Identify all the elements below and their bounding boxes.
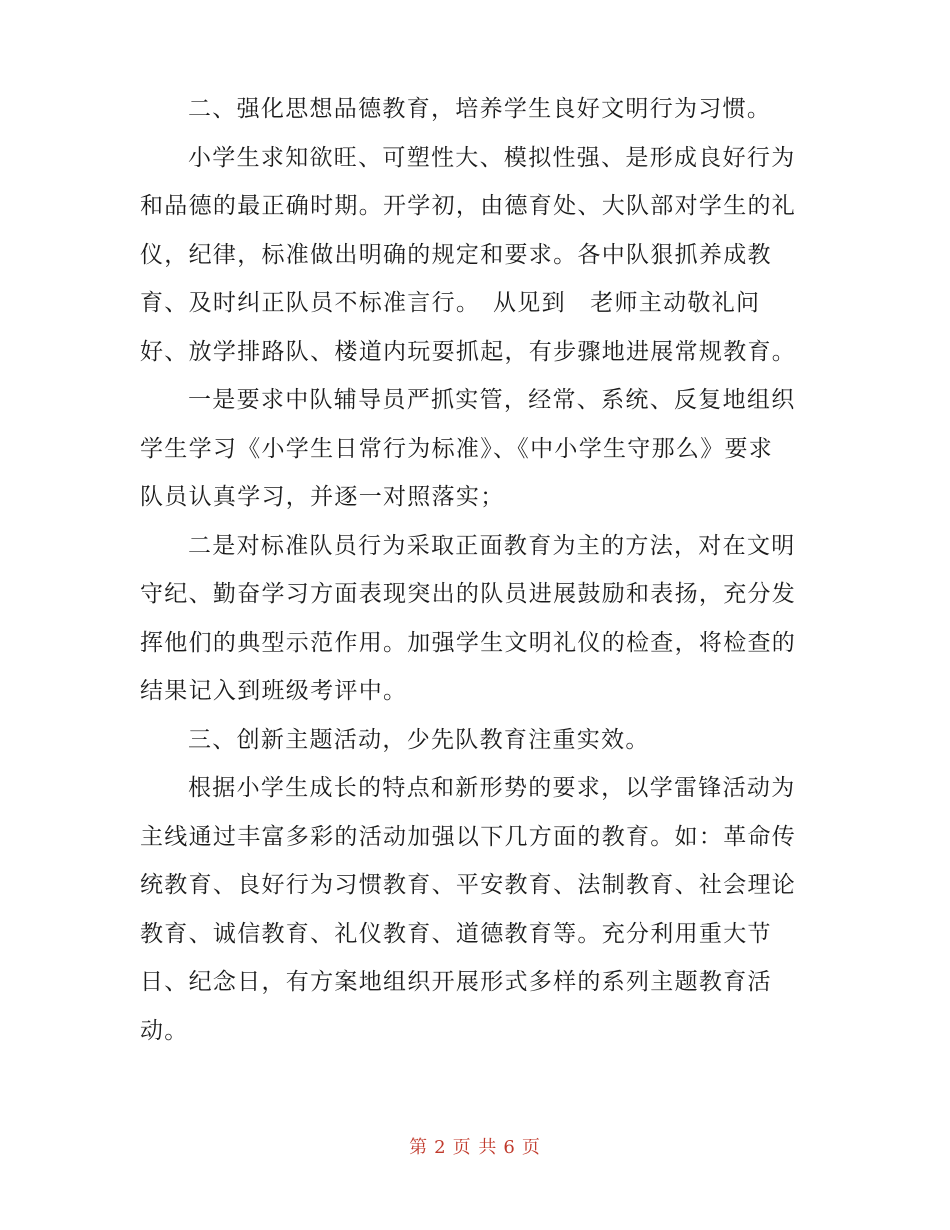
paragraph-line: 根据小学生成长的特点和新形势的要求，以学雷锋活动为 [188, 775, 796, 801]
paragraph-line: 日、纪念日，有方案地组织开展形式多样的系列主题教育活 [140, 969, 772, 995]
total-pages: 6 [503, 1137, 516, 1158]
paragraph-line: 队员认真学习，并逐一对照落实； [140, 484, 505, 510]
section-heading-3: 三、创新主题活动，少先队教育注重实效。 [188, 726, 650, 753]
document-body [140, 85, 810, 1055]
page-footer [0, 1133, 950, 1159]
section-heading-2: 二、强化思想品德教育，培养学生良好文明行为习惯。 [188, 96, 772, 122]
paragraph-line: 育、及时纠正队员不标准言行。 从见到 老师主动敬礼问 [140, 290, 761, 316]
paragraph-line: 动。 [140, 1017, 189, 1044]
paragraph-line: 和品德的最正确时期。开学初，由德育处、大队部对学生的礼 [140, 193, 797, 219]
paragraph-line: 仪，纪律，标准做出明确的规定和要求。各中队狠抓养成教 [140, 241, 772, 268]
paragraph-line: 好、放学排路队、楼道内玩耍抓起，有步骤地进展常规教育。 [140, 338, 797, 365]
paragraph-line: 统教育、良好行为习惯教育、平安教育、法制教育、社会理论 [140, 872, 797, 898]
footer-prefix: 第 [409, 1137, 429, 1158]
paragraph-line: 小学生求知欲旺、可塑性大、模拟性强、是形成良好行为 [188, 144, 796, 171]
footer-suffix: 页 [521, 1137, 541, 1158]
paragraph-line: 二是对标准队员行为采取正面教育为主的方法，对在文明 [188, 532, 796, 559]
paragraph-line: 学生学习《小学生日常行为标准》、《中小学生守那么》要求 [140, 435, 774, 462]
paragraph-line: 挥他们的典型示范作用。加强学生文明礼仪的检查，将检查的 [140, 629, 797, 656]
page-number: 2 [434, 1137, 447, 1158]
paragraph-line: 一是要求中队辅导员严抓实管，经常、系统、反复地组织 [188, 387, 796, 413]
paragraph-line: 结果记入到班级考评中。 [140, 678, 408, 704]
footer-middle: 页 共 [452, 1137, 498, 1158]
paragraph-line: 守纪、勤奋学习方面表现突出的队员进展鼓励和表扬，充分发 [140, 581, 797, 607]
paragraph-line: 主线通过丰富多彩的活动加强以下几方面的教育。如：革命传 [140, 823, 797, 850]
paragraph-line: 教育、诚信教育、礼仪教育、道德教育等。充分利用重大节 [140, 920, 772, 947]
